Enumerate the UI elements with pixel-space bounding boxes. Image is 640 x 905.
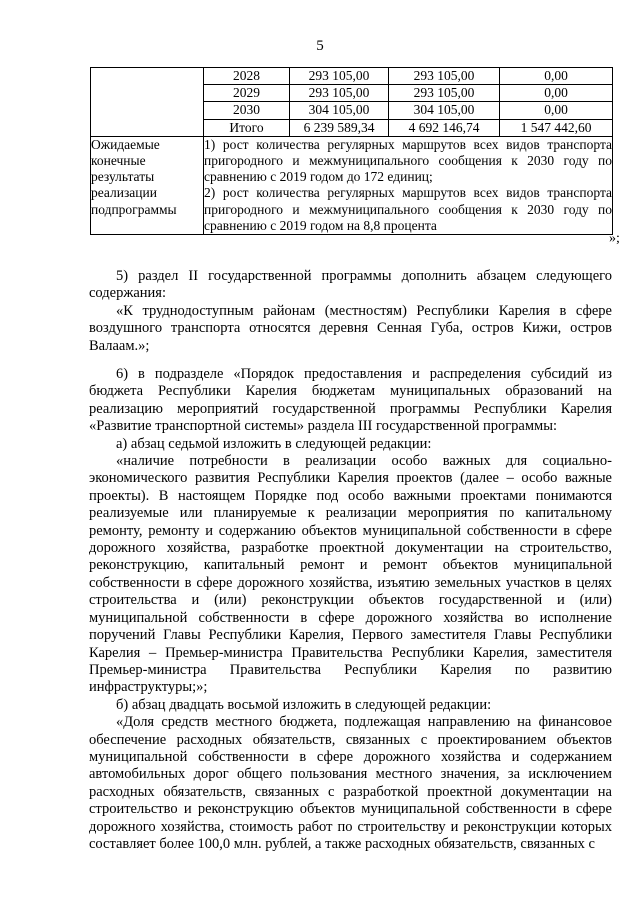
year-cell: 2029: [204, 85, 290, 102]
page-number: 5: [316, 38, 324, 54]
year-cell: 2030: [204, 102, 290, 119]
value-cell: 0,00: [500, 102, 613, 119]
paragraph: 5) раздел II государственной программы дополнить абзацем следующего содержания:: [89, 268, 612, 302]
empty-label-cell: [91, 68, 204, 137]
total-value-cell: 6 239 589,34: [290, 119, 389, 136]
result-item: 2) рост количества регулярных маршрутов всех видов транспорта пригородного и межмуниципального сообщения к 2030 году по сравнению с 2019 годом на 8,8 процента: [204, 185, 612, 233]
year-cell: 2028: [204, 68, 290, 85]
paragraph: 6) в подразделе «Порядок предоставления и распределения субсидий из бюджета Республики Карелия бюджетам муниципальных образований на реализацию мероприятий государственной программы Республики Карелия «Развитие транспортной системы» раздела III государственной программы:: [89, 366, 612, 435]
value-cell: 293 105,00: [389, 68, 500, 85]
value-cell: 293 105,00: [389, 85, 500, 102]
table-row-results: [91, 136, 613, 234]
financing-table: [90, 67, 613, 235]
results-label-cell: Ожидаемые конечные результаты реализации подпрограммы: [91, 136, 204, 234]
paragraph: «К труднодоступным районам (местностям) Республики Карелия в сфере воздушного транспорта относятся деревня Сенная Губа, остров Кижи, остров Валаам.»;: [89, 302, 612, 354]
closing-quote-mark: »;: [609, 231, 620, 246]
value-cell: 0,00: [500, 85, 613, 102]
value-cell: 293 105,00: [290, 68, 389, 85]
paragraph: «Доля средств местного бюджета, подлежащая направлению на финансовое обеспечение расходных обязательств, связанных с проектированием объектов муниципальной собственности в сфере дорожного хозяйства и содержанием автомобильных дорог общего пользования местного значения, за исключением расходных обязательств, связанных с разработкой проектной документации на строительство и реконструкцию объектов муниципальной собственности в сфере дорожного хозяйства, стоимость работ по строительству и реконструкции которых составляет более 100,0 млн. рублей, а также расходных обязательств, связанных с: [89, 714, 612, 852]
paragraph: б) абзац двадцать восьмой изложить в следующей редакции:: [116, 696, 492, 713]
result-item: 1) рост количества регулярных маршрутов всех видов транспорта пригородного и межмуниципального сообщения к 2030 году по сравнению с 2019 годом до 172 единиц;: [204, 136, 612, 185]
paragraph: «наличие потребности в реализации особо важных для социально-экономического развития Республики Карелия проектов (далее – особо важные проекты). В настоящем Порядке под особо важными проектами понимаются реализуемые или планируемые к реализации мероприятия по капитальному ремонту, ремонту и содержанию объектов муниципальной собственности в сфере дорожного хозяйства, разработке проектной документации на строительство, реконструкцию, капитальный ремонт и ремонт объектов муниципальной собственности в сфере дорожного хозяйства, изъятию земельных участков в целях строительства и (или) реконструкции объектов государственной и (или) муниципальной собственности в сфере дорожного хозяйства во исполнение поручений Главы Республики Карелия, Первого заместителя Главы Республики Карелия – Премьер-министра Правительства Республики Карелия, заместителя Премьер-министра Правительства Республики Карелия по развитию инфраструктуры;»;: [89, 453, 612, 696]
amendment-6: [89, 366, 612, 853]
total-value-cell: 1 547 442,60: [500, 119, 613, 136]
total-label-cell: Итого: [204, 119, 290, 136]
value-cell: 304 105,00: [290, 102, 389, 119]
total-value-cell: 4 692 146,74: [389, 119, 500, 136]
value-cell: 0,00: [500, 68, 613, 85]
table-row: [91, 68, 613, 85]
paragraph: а) абзац седьмой изложить в следующей редакции:: [116, 435, 432, 452]
value-cell: 293 105,00: [290, 85, 389, 102]
amendment-5: [89, 268, 612, 355]
value-cell: 304 105,00: [389, 102, 500, 119]
results-text-cell: [204, 136, 613, 234]
